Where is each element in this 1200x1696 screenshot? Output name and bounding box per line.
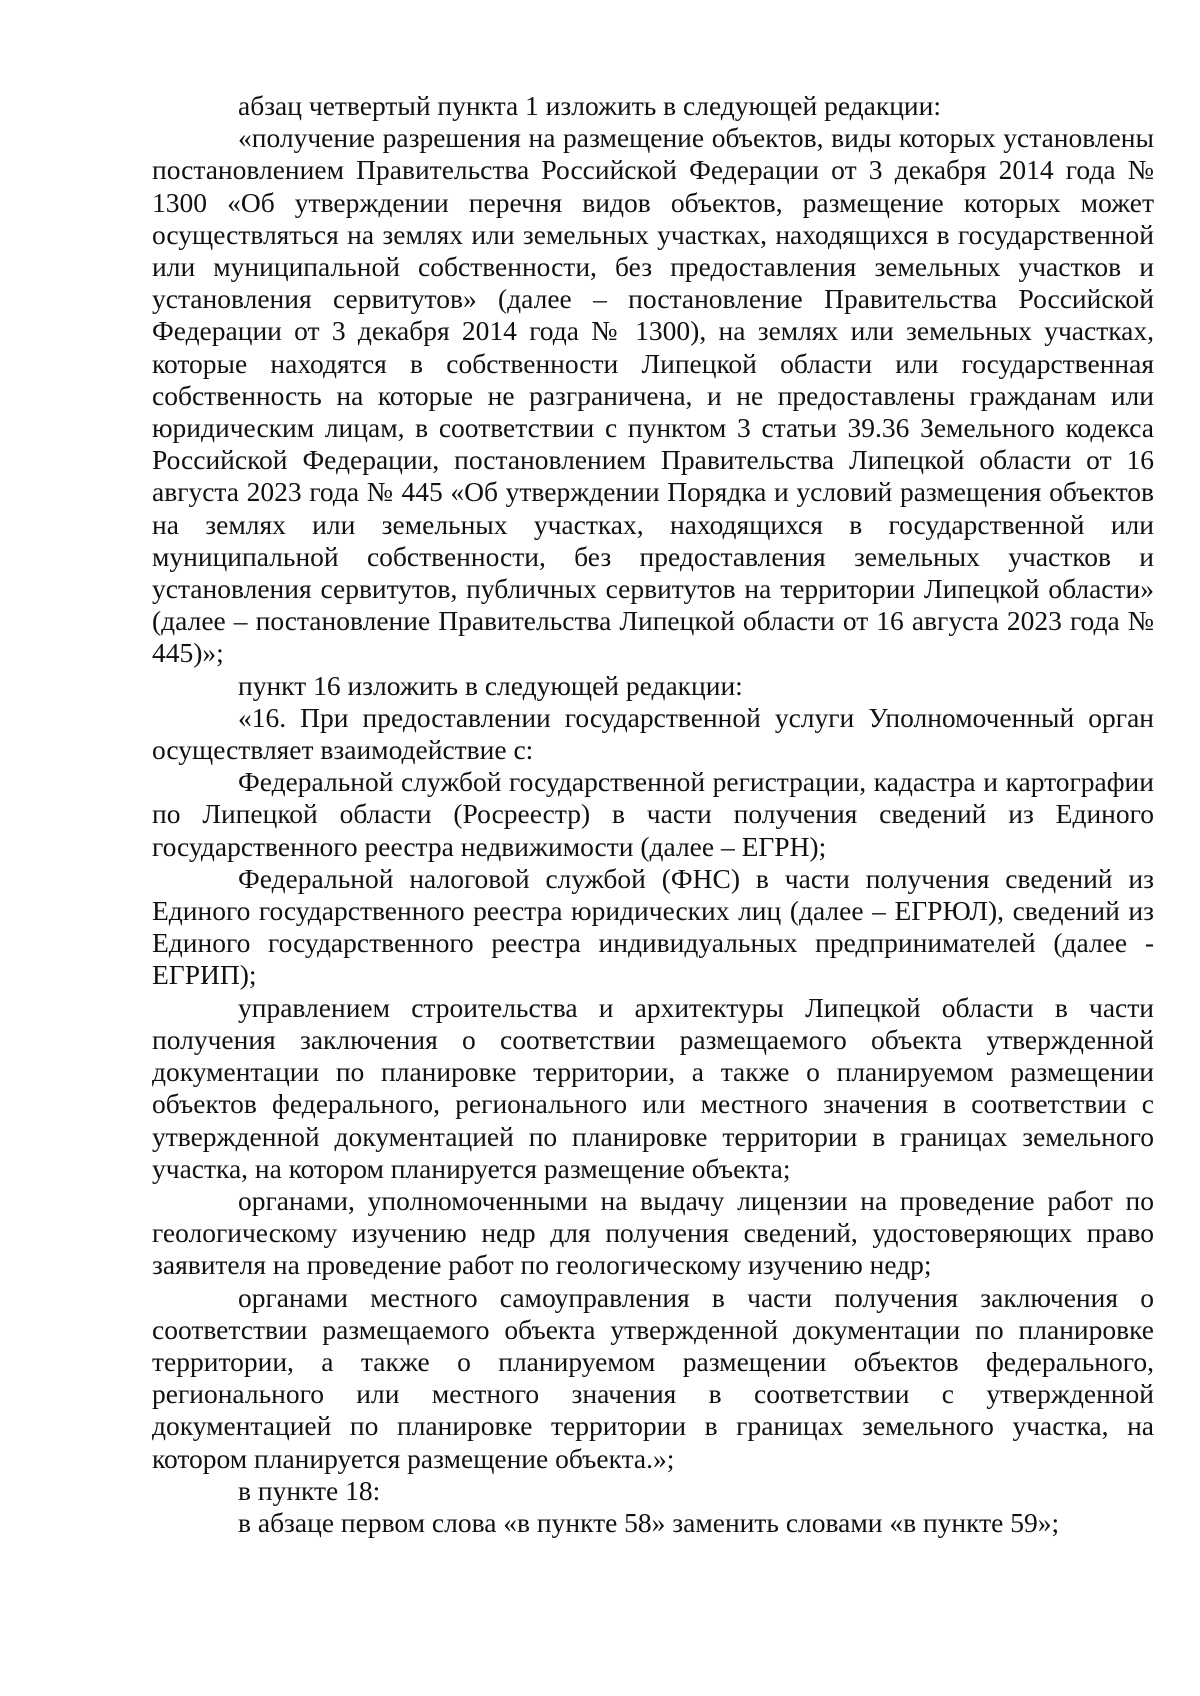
paragraph-construction-dept: управлением строительства и архитектуры Липецкой области в части получения заключения о соответствии размещаемого объекта утвержденной документации по планировке территории, а также о планируемом размещении объектов федерального, регионального или местного значения в соответствии с утвержденной документацией по планировке территории в границах земельного участка, на котором планируется размещение объекта; [152, 991, 1154, 1184]
document-page [152, 90, 1154, 1539]
paragraph-intro-p16: пункт 16 изложить в следующей редакции: [238, 669, 743, 701]
paragraph-local-government: органами местного самоуправления в части получения заключения о соответствии размещаемого объекта утвержденной документации по планировке территории, а также о планируемом размещении объектов федерального, регионального или местного значения в соответствии с утвержденной документацией по планировке территории в границах земельного участка, на котором планируется размещение объекта.»; [152, 1281, 1154, 1474]
paragraph-rosreestr: Федеральной службой государственной регистрации, кадастра и картографии по Липецкой области (Росреестр) в части получения сведений из Единого государственного реестра недвижимости (далее – ЕГРН); [152, 766, 1154, 862]
paragraph-intro-par4: абзац четвертый пункта 1 изложить в следующей редакции: [238, 90, 942, 121]
paragraph-p18-intro: в пункте 18: [238, 1474, 381, 1506]
paragraph-geology-licensing: органами, уполномоченными на выдачу лицензии на проведение работ по геологическому изучению недр для получения сведений, удостоверяющих право заявителя на проведение работ по геологическому изучению недр; [152, 1184, 1154, 1281]
paragraph-permit-text: «получение разрешения на размещение объектов, виды которых установлены постановлением Правительства Российской Федерации от 3 декабря 2014 года № 1300 «Об утверждении перечня видов объектов, размещение которых может осуществляться на землях или земельных участках, находящихся в государственной или муниципальной собственности, без предоставления земельных участков и установления сервитутов» (далее – постановление Правительства Российской Федерации от 3 декабря 2014 года № 1300), на землях или земельных участках, которые находятся в собственности Липецкой области или государственная собственность на которые не разграничена, и не предоставлены гражданам или юридическим лицам, в соответствии с пунктом 3 статьи 39.36 Земельного кодекса Российской Федерации, постановлением Правительства Липецкой области от 16 августа 2023 года № 445 «Об утверждении Порядка и условий размещения объектов на землях или земельных участках, находящихся в государственной или муниципальной собственности, без предоставления земельных участков и установления сервитутов, публичных сервитутов на территории Липецкой области» (далее – постановление Правительства Липецкой области от 16 августа 2023 года № 445)»; [152, 122, 1154, 669]
paragraph-fns: Федеральной налоговой службой (ФНС) в части получения сведений из Единого государственного реестра юридических лиц (далее – ЕГРЮЛ), сведений из Единого государственного реестра индивидуальных предпринимателей (далее - ЕГРИП); [152, 862, 1154, 991]
paragraph-p18-change: в абзаце первом слова «в пункте 58» заменить словами «в пункте 59»; [238, 1506, 1060, 1538]
paragraph-p16-lead: «16. При предоставлении государственной услуги Уполномоченный орган осуществляет взаимодействие с: [152, 701, 1154, 766]
